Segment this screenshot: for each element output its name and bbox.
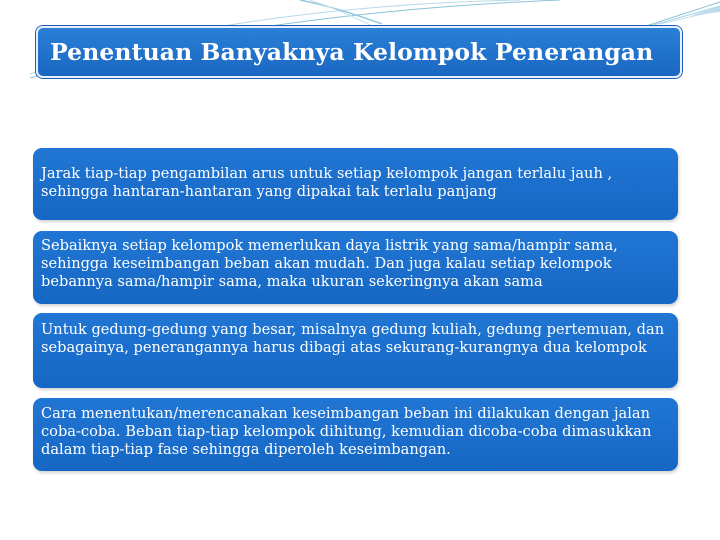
point-card [33,148,678,220]
corner-swoosh [640,2,720,28]
slide-title: Penentuan Banyaknya Kelompok Penerangan [50,38,654,66]
point-text: Cara menentukan/merencanakan keseimbangan beban ini dilakukan dengan jalan coba‑coba. Beban tiap‑tiap kelompok dihitung, kemudian dicoba‑coba dimasukkan dalam tiap‑tiap fase sehingga diperoleh keseimbangan. [41,405,652,459]
swoosh-line [300,0,382,24]
point-card [33,231,678,304]
corner-swoosh [690,6,720,16]
point-text: Sebaiknya setiap kelompok memerlukan daya listrik yang sama/hampir sama, sehingga keseimbangan beban akan mudah. Dan juga kalau setiap kelompok bebannya sama/hampir sama, maka ukuran sekeringnya akan sama [41,237,618,291]
point-card [33,313,678,388]
corner-swoosh [660,10,720,24]
corner-swoosh [650,6,720,26]
point-text: Untuk gedung‑gedung yang besar, misalnya gedung kuliah, gedung pertemuan, dan sebagainya, penerangannya harus dibagi atas sekurang‑kurangnya dua kelompok [41,321,665,357]
point-text: Jarak tiap‑tiap pengambilan arus untuk setiap kelompok jangan terlalu jauh , sehingga hantaran‑hantaran yang dipakai tak terlalu panjang [41,165,613,201]
title-banner [36,26,682,78]
point-card [33,398,678,471]
